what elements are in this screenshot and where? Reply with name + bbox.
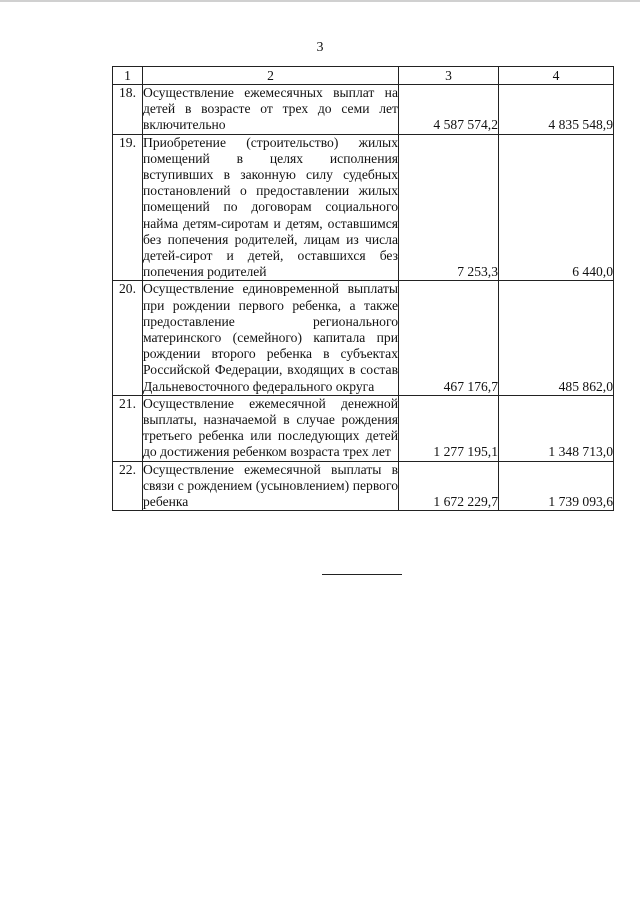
row-value-col3: 7 253,3: [399, 134, 499, 281]
row-value-col3: 4 587 574,2: [399, 85, 499, 135]
appropriations-table: [112, 66, 614, 511]
header-col-4: 4: [499, 67, 614, 85]
table-row: [113, 85, 614, 135]
row-number: 20.: [113, 281, 143, 395]
row-number: 22.: [113, 461, 143, 511]
end-of-table-divider: [322, 574, 402, 575]
row-description: Приобретение (строительство) жилых помещений в целях исполнения вступивших в законную силу судебных постановлений о предоставлении жилых помещений по договорам социального найма детям-сиротам и детям, оставшимся без попечения родителей, лицам из числа детей-сирот и детей, оставшихся без попечения родителей: [143, 134, 398, 280]
header-col-3: 3: [399, 67, 499, 85]
row-description: Осуществление единовременной выплаты при рождении первого ребенка, а также предоставление регионального материнского (семейного) капитала при рождении второго ребенка в субъектах Российской Федерации, входящих в состав Дальневосточного федерального округа: [143, 281, 398, 394]
page-top-edge: [0, 0, 640, 2]
row-description: Осуществление ежемесячной денежной выплаты, назначаемой в случае рождения третьего ребенка или последующих детей до достижения ребенком возраста трех лет: [143, 395, 398, 460]
row-value-col3: 467 176,7: [399, 281, 499, 395]
row-description: Осуществление ежемесячной выплаты в связи с рождением (усыновлением) первого ребенка: [143, 461, 398, 510]
table-row: [113, 461, 614, 511]
row-value-col3: 1 672 229,7: [399, 461, 499, 511]
table-row: [113, 395, 614, 461]
table-row: [113, 134, 614, 281]
row-value-col3: 1 277 195,1: [399, 395, 499, 461]
header-col-1: 1: [113, 67, 143, 85]
row-value-col4: 6 440,0: [499, 134, 614, 281]
page-number: 3: [316, 40, 324, 55]
header-col-2: 2: [143, 67, 399, 85]
row-value-col4: 485 862,0: [499, 281, 614, 395]
row-number: 19.: [113, 134, 143, 281]
row-value-col4: 1 348 713,0: [499, 395, 614, 461]
row-number: 21.: [113, 395, 143, 461]
row-description: Осуществление ежемесячных выплат на детей в возрасте от трех до семи лет включительно: [143, 85, 398, 133]
table-row: [113, 281, 614, 395]
row-value-col4: 1 739 093,6: [499, 461, 614, 511]
row-number: 18.: [113, 85, 143, 135]
row-value-col4: 4 835 548,9: [499, 85, 614, 135]
table-header-row: [113, 67, 614, 85]
